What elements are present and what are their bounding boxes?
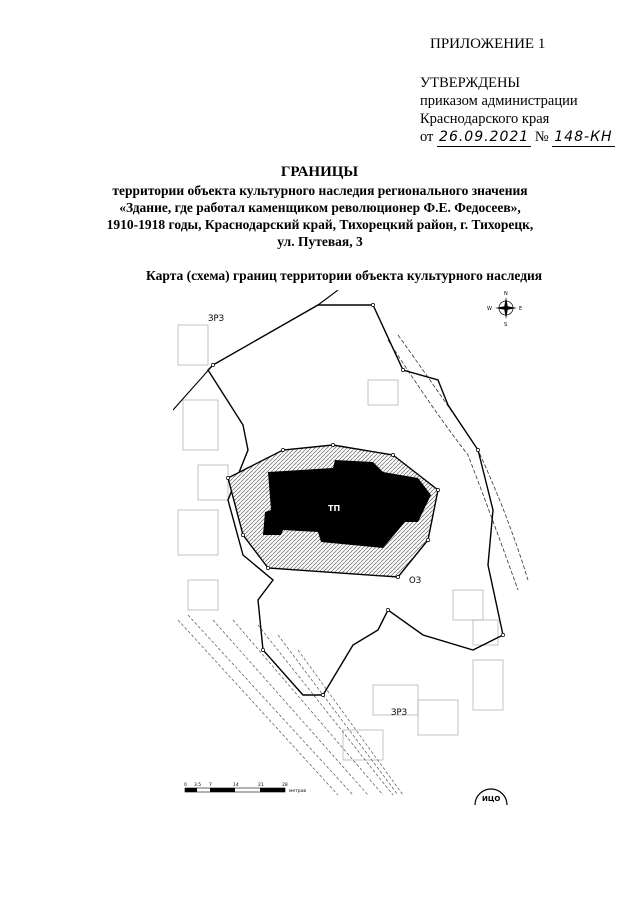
document-subtitle xyxy=(40,182,600,250)
territory-map xyxy=(173,290,533,810)
order-line-2: Краснодарского края xyxy=(420,111,550,127)
order-number: 148-КН xyxy=(554,129,613,145)
compass-n: N xyxy=(504,291,508,297)
appendix-label: ПРИЛОЖЕНИЕ 1 xyxy=(430,36,546,52)
compass-e: E xyxy=(519,306,523,312)
zone-label-zrz-top: ЗРЗ xyxy=(208,314,225,324)
approval-block xyxy=(420,74,615,147)
zone-label-zrz-bottom: ЗРЗ xyxy=(391,708,408,718)
scale-tick-0: 0 xyxy=(184,783,187,788)
approved-label: УТВЕРЖДЕНЫ xyxy=(420,75,521,91)
subtitle-line-2: «Здание, где работал каменщиком революционер Ф.Е. Федосеев», xyxy=(119,200,521,215)
order-date-line xyxy=(420,128,615,147)
object-label: ТП xyxy=(328,504,341,513)
subtitle-line-3: 1910-1918 годы, Краснодарский край, Тихорецкий район, г. Тихорецк, xyxy=(106,217,534,232)
document-heading: ГРАНИЦЫ xyxy=(280,164,359,180)
zone-line-top xyxy=(173,365,213,410)
map-caption: Карта (схема) границ территории объекта культурного наследия xyxy=(146,268,543,283)
zone-label-oz: ОЗ xyxy=(409,576,422,586)
stamp-label: ИЦО xyxy=(482,795,501,803)
stamp-seal xyxy=(475,789,507,805)
scale-bar xyxy=(184,782,306,794)
order-line-1: приказом администрации xyxy=(420,93,578,109)
scale-tick-4: 21 xyxy=(258,783,264,788)
compass-rose-icon xyxy=(487,291,522,328)
railway-tracks xyxy=(178,615,403,795)
number-prefix: № xyxy=(534,129,549,145)
subtitle-line-1: территории объекта культурного наследия регионального значения xyxy=(112,183,528,198)
scale-tick-2: 7 xyxy=(209,783,212,788)
date-prefix: от xyxy=(420,129,434,145)
scale-tick-1: 3.5 xyxy=(194,783,202,788)
scale-tick-3: 14 xyxy=(233,783,239,788)
scale-tick-5: 28 xyxy=(282,783,288,788)
order-date: 26.09.2021 xyxy=(439,129,530,145)
compass-s: S xyxy=(504,322,508,328)
scale-unit: метров xyxy=(289,789,307,794)
compass-w: W xyxy=(487,306,492,312)
zone-line-top-2 xyxy=(318,290,338,305)
subtitle-line-4: ул. Путевая, 3 xyxy=(277,234,363,249)
